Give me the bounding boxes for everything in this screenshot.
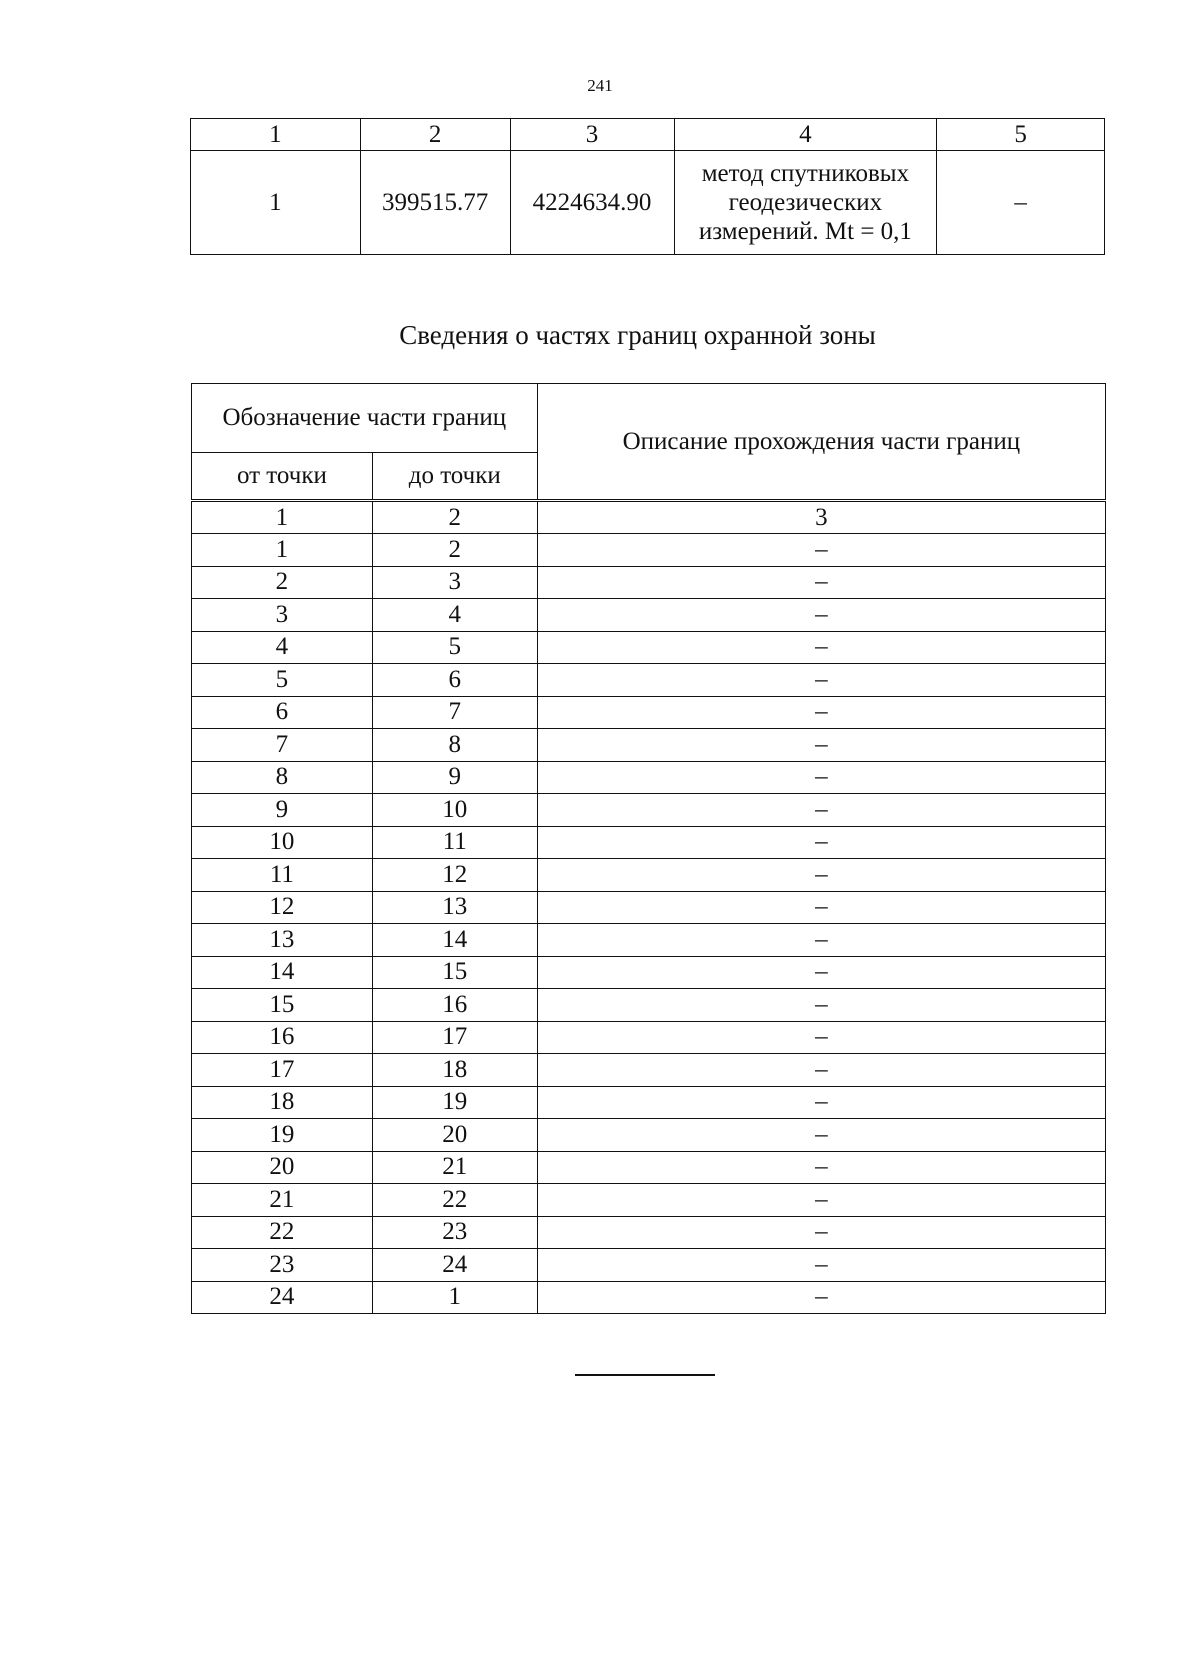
- from-point-cell: 21: [192, 1184, 373, 1217]
- table-row: [192, 794, 1106, 827]
- description-cell: –: [537, 761, 1105, 794]
- description-cell: –: [537, 924, 1105, 957]
- description-cell: –: [537, 1249, 1105, 1282]
- description-cell: –: [537, 1086, 1105, 1119]
- to-point-cell: 19: [372, 1086, 537, 1119]
- coordinates-row: [191, 151, 1105, 255]
- to-point-cell: 21: [372, 1151, 537, 1184]
- to-point-cell: 20: [372, 1119, 537, 1152]
- parts-table-body: [192, 534, 1106, 1314]
- from-point-cell: 16: [192, 1021, 373, 1054]
- from-point-cell: 24: [192, 1281, 373, 1314]
- from-point-cell: 10: [192, 826, 373, 859]
- section-title: Сведения о частях границ охранной зоны: [399, 320, 876, 350]
- to-point-cell: 7: [372, 696, 537, 729]
- from-point-cell: 8: [192, 761, 373, 794]
- description-cell: –: [537, 1054, 1105, 1087]
- to-point-cell: 4: [372, 599, 537, 632]
- from-point-cell: 7: [192, 729, 373, 762]
- description-cell: –: [537, 859, 1105, 892]
- boundary-parts-table: [191, 383, 1106, 1314]
- table-row: [192, 761, 1106, 794]
- to-point-cell: 8: [372, 729, 537, 762]
- table-row: [192, 1151, 1106, 1184]
- method-line: геодезических: [728, 189, 883, 216]
- to-point-cell: 5: [372, 631, 537, 664]
- y-coordinate-cell: 4224634.90: [510, 151, 674, 255]
- point-number-cell: 1: [191, 151, 361, 255]
- from-point-cell: 22: [192, 1216, 373, 1249]
- table-row: [192, 1184, 1106, 1217]
- page-number: 241: [587, 76, 613, 95]
- coordinates-header-cell: 1: [191, 119, 361, 151]
- from-point-cell: 12: [192, 891, 373, 924]
- table-row: [192, 1021, 1106, 1054]
- table-row: [192, 1054, 1106, 1087]
- description-cell: –: [537, 664, 1105, 697]
- coordinates-header-cell: 3: [510, 119, 674, 151]
- to-point-cell: 2: [372, 534, 537, 567]
- description-cell: –: [537, 891, 1105, 924]
- to-point-cell: 22: [372, 1184, 537, 1217]
- to-point-cell: 18: [372, 1054, 537, 1087]
- header-designation: Обозначение части границ: [192, 384, 538, 453]
- to-point-cell: 23: [372, 1216, 537, 1249]
- to-point-cell: 14: [372, 924, 537, 957]
- from-point-cell: 4: [192, 631, 373, 664]
- description-cell: –: [537, 1184, 1105, 1217]
- description-cell: –: [537, 826, 1105, 859]
- table-row: [192, 891, 1106, 924]
- from-point-cell: 19: [192, 1119, 373, 1152]
- from-point-cell: 11: [192, 859, 373, 892]
- table-row: [192, 859, 1106, 892]
- description-cell: –: [537, 729, 1105, 762]
- to-point-cell: 16: [372, 989, 537, 1022]
- description-cell: –: [537, 794, 1105, 827]
- from-point-cell: 2: [192, 566, 373, 599]
- description-cell: –: [537, 1216, 1105, 1249]
- coordinates-header-cell: 2: [360, 119, 510, 151]
- table-row: [192, 534, 1106, 567]
- from-point-cell: 1: [192, 534, 373, 567]
- description-cell: –: [537, 566, 1105, 599]
- coordinates-header-cell: 4: [674, 119, 937, 151]
- to-point-cell: 9: [372, 761, 537, 794]
- from-point-cell: 23: [192, 1249, 373, 1282]
- description-cell: –: [537, 956, 1105, 989]
- to-point-cell: 11: [372, 826, 537, 859]
- table-row: [192, 1281, 1106, 1314]
- x-coordinate-cell: 399515.77: [360, 151, 510, 255]
- table-row: [192, 989, 1106, 1022]
- column-number-cell: 2: [372, 501, 537, 534]
- description-cell: –: [537, 1021, 1105, 1054]
- column-number-cell: 3: [537, 501, 1105, 534]
- to-point-cell: 1: [372, 1281, 537, 1314]
- to-point-cell: 13: [372, 891, 537, 924]
- description-cell: –: [537, 534, 1105, 567]
- to-point-cell: 24: [372, 1249, 537, 1282]
- header-from-point: от точки: [192, 453, 373, 501]
- coordinates-table: [190, 118, 1105, 255]
- table-row: [192, 1249, 1106, 1282]
- to-point-cell: 15: [372, 956, 537, 989]
- method-cell: [674, 151, 937, 255]
- header-description: Описание прохождения части границ: [537, 384, 1105, 501]
- to-point-cell: 6: [372, 664, 537, 697]
- method-line: метод спутниковых: [701, 160, 910, 187]
- table-row: [192, 696, 1106, 729]
- description-cell: –: [537, 1151, 1105, 1184]
- description-cell: –: [537, 631, 1105, 664]
- table-row: [192, 1086, 1106, 1119]
- table-row: [192, 1119, 1106, 1152]
- column-number-cell: 1: [192, 501, 373, 534]
- parts-header-row: [192, 384, 1106, 453]
- description-cell: –: [537, 1281, 1105, 1314]
- from-point-cell: 14: [192, 956, 373, 989]
- from-point-cell: 15: [192, 989, 373, 1022]
- table-row: [192, 826, 1106, 859]
- table-row: [192, 1216, 1106, 1249]
- description-cell: –: [537, 599, 1105, 632]
- description-cell: –: [537, 989, 1105, 1022]
- table-row: [192, 599, 1106, 632]
- to-point-cell: 10: [372, 794, 537, 827]
- from-point-cell: 3: [192, 599, 373, 632]
- from-point-cell: 17: [192, 1054, 373, 1087]
- column-number-row: [192, 501, 1106, 534]
- table-row: [192, 664, 1106, 697]
- method-line: измерений. Mt = 0,1: [698, 218, 912, 245]
- point-description-cell: –: [937, 151, 1105, 255]
- from-point-cell: 6: [192, 696, 373, 729]
- table-row: [192, 566, 1106, 599]
- from-point-cell: 13: [192, 924, 373, 957]
- to-point-cell: 3: [372, 566, 537, 599]
- to-point-cell: 12: [372, 859, 537, 892]
- from-point-cell: 9: [192, 794, 373, 827]
- table-row: [192, 956, 1106, 989]
- coordinates-header-cell: 5: [937, 119, 1105, 151]
- to-point-cell: 17: [372, 1021, 537, 1054]
- end-divider-line: [575, 1374, 715, 1376]
- from-point-cell: 18: [192, 1086, 373, 1119]
- table-row: [192, 729, 1106, 762]
- description-cell: –: [537, 696, 1105, 729]
- from-point-cell: 20: [192, 1151, 373, 1184]
- coordinates-header-row: [191, 119, 1105, 151]
- table-row: [192, 631, 1106, 664]
- header-to-point: до точки: [372, 453, 537, 501]
- table-row: [192, 924, 1106, 957]
- description-cell: –: [537, 1119, 1105, 1152]
- from-point-cell: 5: [192, 664, 373, 697]
